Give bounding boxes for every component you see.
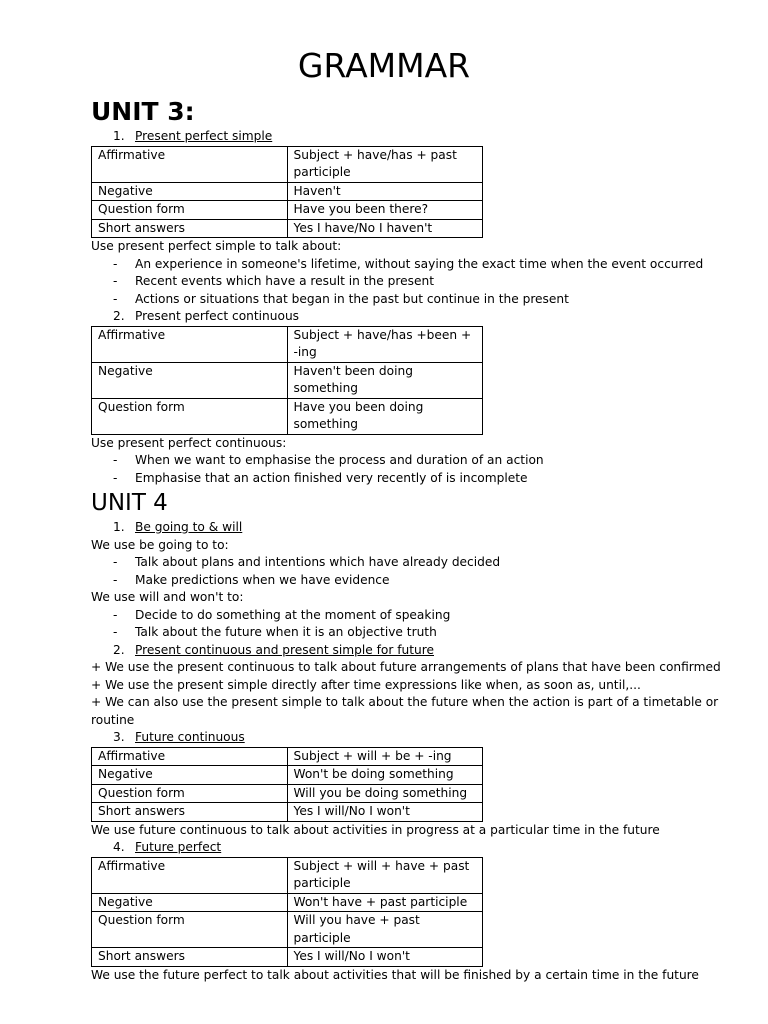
table-cell: Haven't [287, 182, 482, 201]
section-heading [91, 729, 691, 747]
table-cell: Will you be doing something [287, 784, 483, 803]
paragraph: We use be going to to: [91, 537, 229, 552]
table-cell: Question form [92, 912, 288, 948]
list-number: 1. [113, 129, 125, 143]
section-title: Future continuous [135, 730, 245, 744]
table-cell: Short answers [92, 803, 288, 822]
table-row [92, 747, 483, 766]
section-title: Present perfect simple [135, 129, 273, 143]
paragraph: We use future continuous to talk about activities in progress at a particular time in the future [91, 822, 660, 837]
dash-bullet: - [113, 607, 118, 622]
table-cell: Question form [92, 398, 288, 434]
table-row [92, 784, 483, 803]
list-item [91, 624, 691, 642]
table-cell: Subject + will + have + past participle [287, 857, 482, 893]
section-heading [91, 128, 691, 146]
list-number: 4. [113, 840, 125, 854]
list-item-text: Actions or situations that began in the past but continue in the present [135, 291, 569, 306]
list-item-text: Make predictions when we have evidence [135, 572, 390, 587]
dash-bullet: - [113, 291, 118, 306]
section-heading [91, 308, 691, 326]
table-cell: Question form [92, 784, 288, 803]
list-item [91, 452, 691, 470]
list-item-text: Recent events which have a result in the present [135, 274, 434, 288]
dash-bullet: - [113, 453, 118, 467]
list-item [91, 572, 691, 590]
table-cell: Subject + have/has + past participle [287, 146, 482, 182]
unit4-heading: UNIT 4 [91, 490, 168, 516]
table-cell: Yes I have/No I haven't [287, 219, 482, 238]
list-item [91, 273, 691, 291]
table-cell: Won't have + past participle [287, 893, 482, 912]
list-item-text: Decide to do something at the moment of speaking [135, 607, 451, 622]
table-row [92, 398, 483, 434]
dash-bullet: - [113, 555, 118, 569]
table-row [92, 182, 483, 201]
table-cell: Short answers [92, 948, 288, 967]
section-title: Present continuous and present simple for future [135, 642, 434, 657]
grammar-table-present-perfect-continuous [91, 326, 483, 435]
list-item [91, 291, 691, 309]
dash-bullet: - [113, 625, 118, 639]
table-cell: Affirmative [92, 146, 288, 182]
table-row [92, 326, 483, 362]
table-cell: Will you have + past participle [287, 912, 482, 948]
paragraph: Use present perfect continuous: [91, 435, 287, 450]
list-item [91, 607, 691, 625]
paragraph: + We can also use the present simple to talk about the future when the action is part of a timetable or [91, 695, 719, 709]
table-cell: Short answers [92, 219, 288, 238]
table-cell: Yes I will/No I won't [287, 948, 482, 967]
list-item-text: When we want to emphasise the process and duration of an action [135, 453, 544, 467]
list-number: 2. [113, 309, 125, 323]
list-item [91, 554, 691, 572]
table-cell: Have you been doing something [287, 398, 483, 434]
table-cell: Affirmative [92, 747, 288, 766]
unit3-heading: UNIT 3: [91, 97, 195, 126]
table-row [92, 362, 483, 398]
table-cell: Affirmative [92, 857, 288, 893]
grammar-table-future-continuous [91, 747, 483, 822]
table-cell: Negative [92, 766, 288, 785]
table-cell: Negative [92, 182, 288, 201]
grammar-table-present-perfect-simple [91, 146, 483, 239]
section-title: Present perfect continuous [135, 309, 300, 323]
table-row [92, 766, 483, 785]
document-title: GRAMMAR [297, 46, 471, 85]
table-row [92, 201, 483, 220]
list-item-text: An experience in someone's lifetime, without saying the exact time when the event occurred [135, 256, 704, 271]
paragraph: Use present perfect simple to talk about: [91, 239, 342, 253]
table-row [92, 893, 483, 912]
section-title: Future perfect [135, 840, 222, 854]
dash-bullet: - [113, 470, 118, 485]
table-cell: Haven't been doing something [287, 362, 483, 398]
dash-bullet: - [113, 274, 118, 288]
section-heading [91, 519, 691, 537]
table-cell: Question form [92, 201, 288, 220]
list-item [91, 256, 704, 274]
table-cell: Negative [92, 362, 288, 398]
table-row [92, 219, 483, 238]
list-number: 1. [113, 520, 125, 534]
table-cell: Subject + will + be + -ing [287, 747, 483, 766]
list-item [91, 470, 691, 488]
list-number: 3. [113, 730, 125, 744]
list-item-text: Talk about plans and intentions which have already decided [135, 555, 501, 569]
dash-bullet: - [113, 572, 118, 587]
table-row [92, 146, 483, 182]
paragraph: We use the future perfect to talk about activities that will be finished by a certain time in the future [91, 967, 699, 982]
grammar-table-future-perfect [91, 857, 483, 967]
paragraph: We use will and won't to: [91, 590, 244, 604]
list-number: 2. [113, 642, 125, 657]
list-item-text: Emphasise that an action finished very recently of is incomplete [135, 470, 528, 485]
paragraph: + We use the present continuous to talk about future arrangements of plans that have been confirmed [91, 660, 721, 674]
section-title: Be going to & will [135, 520, 243, 534]
table-row [92, 948, 483, 967]
list-item-text: Talk about the future when it is an objective truth [135, 625, 437, 639]
table-row [92, 857, 483, 893]
table-row [92, 912, 483, 948]
table-cell: Negative [92, 893, 288, 912]
table-cell: Won't be doing something [287, 766, 483, 785]
section-heading [91, 642, 691, 660]
table-cell: Have you been there? [287, 201, 482, 220]
table-row [92, 803, 483, 822]
document-body [91, 96, 721, 984]
table-cell: Yes I will/No I won't [287, 803, 483, 822]
paragraph: + We use the present simple directly after time expressions like when, as soon as, until,... [91, 677, 641, 692]
paragraph: routine [91, 712, 135, 727]
section-heading [91, 839, 691, 857]
table-cell: Subject + have/has +been + -ing [287, 326, 483, 362]
dash-bullet: - [113, 256, 118, 271]
table-cell: Affirmative [92, 326, 288, 362]
